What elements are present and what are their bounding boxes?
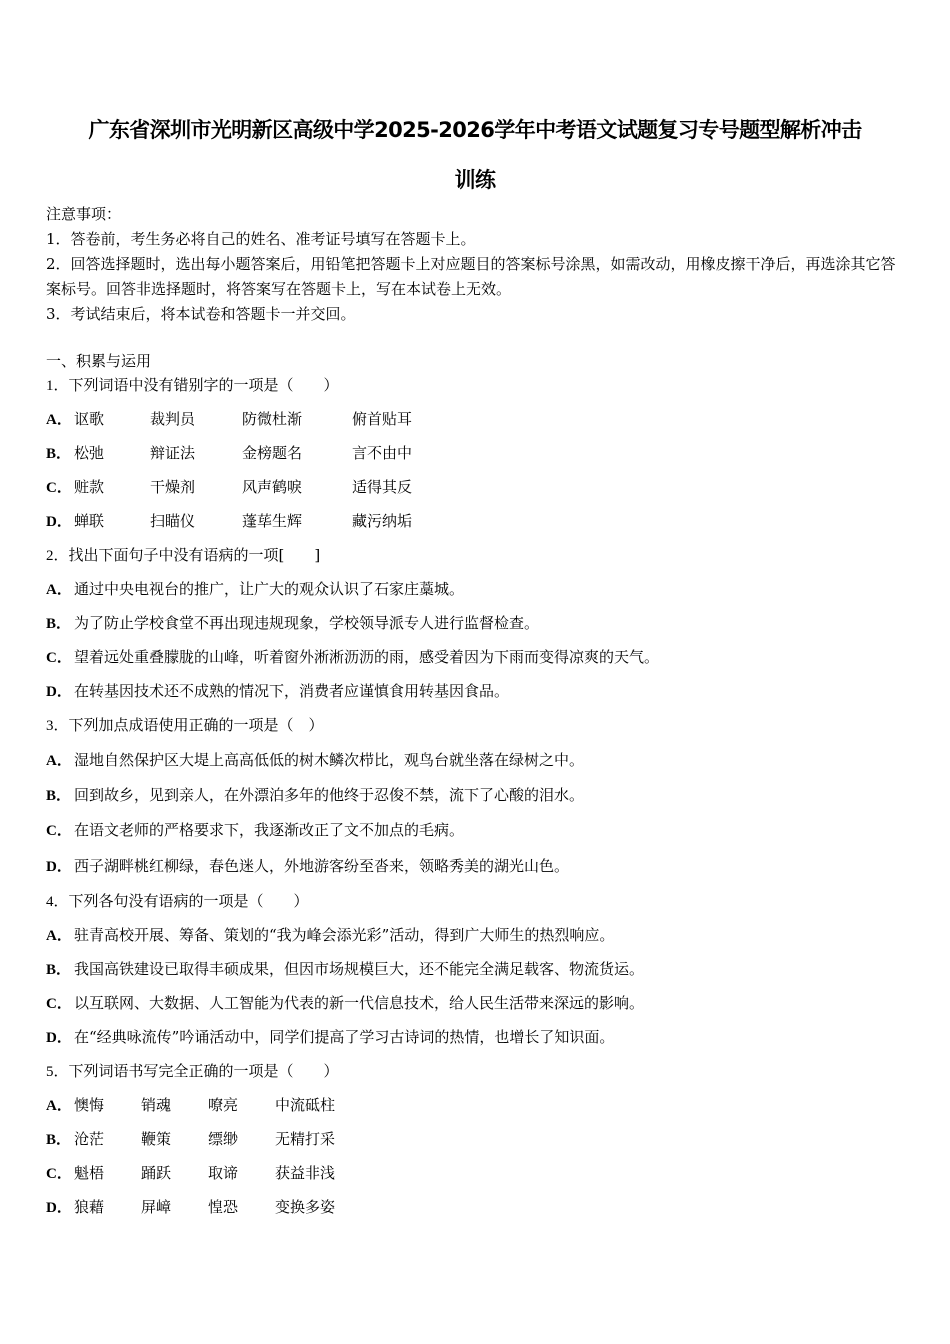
question-text: 下列加点成语使用正确的一项是（ ） bbox=[68, 716, 324, 734]
option-row bbox=[46, 856, 569, 877]
option-word: 蓬荜生辉 bbox=[242, 512, 303, 530]
option-row bbox=[46, 681, 509, 702]
option-word: 赃款 bbox=[74, 478, 105, 496]
option-word: 狼藉 bbox=[74, 1198, 105, 1216]
option-text: 驻青高校开展、筹备、策划的“我为峰会添光彩”活动，得到广大师生的热烈响应。 bbox=[74, 926, 615, 944]
option-word: 取谛 bbox=[208, 1164, 239, 1182]
option-word: 裁判员 bbox=[150, 410, 196, 428]
option-row bbox=[46, 993, 644, 1014]
option-text: 我国高铁建设已取得丰硕成果，但因市场规模巨大，还不能完全满足载客、物流货运。 bbox=[74, 960, 645, 978]
option-word: 防微杜渐 bbox=[242, 410, 303, 428]
option-key: A． bbox=[46, 753, 72, 769]
option-key: C． bbox=[46, 823, 72, 839]
option-row bbox=[46, 579, 464, 600]
option-word: 辩证法 bbox=[150, 444, 196, 462]
option-key: C． bbox=[46, 480, 72, 496]
option-word: 懊悔 bbox=[74, 1096, 105, 1114]
option-row bbox=[46, 925, 614, 946]
option-text: 回到故乡，见到亲人，在外漂泊多年的他终于忍俊不禁，流下了心酸的泪水。 bbox=[74, 786, 585, 804]
option-word: 踊跃 bbox=[141, 1164, 172, 1182]
document-title-line-1: 广东省深圳市光明新区高级中学2025-2026学年中考语文试题复习专号题型解析冲击 bbox=[88, 118, 862, 142]
option-word: 讴歌 bbox=[74, 410, 105, 428]
option-key: C． bbox=[46, 996, 72, 1012]
question-number: 5． bbox=[46, 1064, 69, 1080]
question-text: 下列词语书写完全正确的一项是（ ） bbox=[68, 1062, 339, 1080]
option-text: 在转基因技术还不成熟的情况下，消费者应谨慎食用转基因食品。 bbox=[74, 682, 510, 700]
option-word: 扫瞄仪 bbox=[150, 512, 196, 530]
option-word: 鞭策 bbox=[141, 1130, 172, 1148]
option-word: 俯首贴耳 bbox=[352, 410, 413, 428]
option-word: 蝉联 bbox=[74, 512, 105, 530]
option-text: 西子湖畔桃红柳绿，春色迷人，外地游客纷至沓来，领略秀美的湖光山色。 bbox=[74, 857, 570, 875]
option-row bbox=[46, 750, 584, 771]
option-word: 嘹亮 bbox=[208, 1096, 239, 1114]
option-key: A． bbox=[46, 582, 72, 598]
question-text: 下列各句没有语病的一项是（ ） bbox=[68, 892, 309, 910]
option-key: D． bbox=[46, 1030, 72, 1046]
option-key: A． bbox=[46, 928, 72, 944]
option-key: D． bbox=[46, 514, 72, 530]
option-word: 松弛 bbox=[74, 444, 105, 462]
question-number: 2． bbox=[46, 548, 69, 564]
option-text: 湿地自然保护区大堤上高高低低的树木鳞次栉比，观鸟台就坐落在绿树之中。 bbox=[74, 751, 585, 769]
option-key: B． bbox=[46, 446, 72, 462]
option-key: B． bbox=[46, 1132, 72, 1148]
option-key: B． bbox=[46, 616, 72, 632]
option-key: B． bbox=[46, 962, 72, 978]
option-word: 金榜题名 bbox=[242, 444, 303, 462]
option-key: D． bbox=[46, 1200, 72, 1216]
option-row bbox=[46, 785, 584, 806]
option-text: 望着远处重叠朦胧的山峰，听着窗外淅淅沥沥的雨，感受着因为下雨而变得凉爽的天气。 bbox=[74, 648, 660, 666]
option-row bbox=[46, 1095, 335, 1116]
option-word: 藏污纳垢 bbox=[352, 512, 413, 530]
option-word: 变换多姿 bbox=[275, 1198, 336, 1216]
question-stem-2 bbox=[46, 545, 320, 566]
option-word: 中流砥柱 bbox=[275, 1096, 336, 1114]
option-text: 以互联网、大数据、人工智能为代表的新一代信息技术，给人民生活带来深远的影响。 bbox=[74, 994, 645, 1012]
option-row bbox=[46, 1163, 335, 1184]
option-key: A． bbox=[46, 412, 72, 428]
question-text: 下列词语中没有错别字的一项是（ ） bbox=[68, 376, 339, 394]
question-stem-1 bbox=[46, 375, 339, 396]
option-word: 缥缈 bbox=[208, 1130, 239, 1148]
option-key: A． bbox=[46, 1098, 72, 1114]
option-text: 为了防止学校食堂不再出现违规现象，学校领导派专人进行监督检查。 bbox=[74, 614, 540, 632]
option-row bbox=[46, 511, 412, 532]
notice-heading: 注意事项： bbox=[46, 205, 122, 223]
option-row bbox=[46, 1129, 335, 1150]
option-word: 风声鹤唳 bbox=[242, 478, 303, 496]
notice-item: 2．回答选择题时，选出每小题答案后，用铅笔把答题卡上对应题目的答案标号涂黑，如需改动，用橡皮擦干净后，再选涂其它答案标号。回答非选择题时，将答案写在答题卡上，写在本试卷上无效。 bbox=[46, 255, 896, 298]
option-text: 通过中央电视台的推广，让广大的观众认识了石家庄藁城。 bbox=[74, 580, 465, 598]
option-word: 干燥剂 bbox=[150, 478, 196, 496]
option-key: C． bbox=[46, 650, 72, 666]
option-word: 言不由中 bbox=[352, 444, 413, 462]
question-number: 3． bbox=[46, 718, 69, 734]
option-row bbox=[46, 820, 464, 841]
option-word: 沧茫 bbox=[74, 1130, 105, 1148]
option-key: C． bbox=[46, 1166, 72, 1182]
option-key: D． bbox=[46, 684, 72, 700]
option-word: 惶恐 bbox=[208, 1198, 239, 1216]
option-row bbox=[46, 647, 659, 668]
option-word: 适得其反 bbox=[352, 478, 413, 496]
option-word: 获益非浅 bbox=[275, 1164, 336, 1182]
option-row bbox=[46, 613, 539, 634]
option-row bbox=[46, 959, 644, 980]
option-row bbox=[46, 443, 412, 464]
option-word: 销魂 bbox=[141, 1096, 172, 1114]
notice-block bbox=[46, 202, 906, 327]
option-word: 无精打采 bbox=[275, 1130, 336, 1148]
question-stem-4 bbox=[46, 891, 309, 912]
option-key: B． bbox=[46, 788, 72, 804]
option-row bbox=[46, 1197, 335, 1218]
question-stem-5 bbox=[46, 1061, 339, 1082]
notice-item: 3．考试结束后，将本试卷和答题卡一并交回。 bbox=[46, 305, 356, 323]
option-word: 屏嶂 bbox=[141, 1198, 172, 1216]
option-word: 魁梧 bbox=[74, 1164, 105, 1182]
option-key: D． bbox=[46, 859, 72, 875]
option-row bbox=[46, 477, 412, 498]
option-text: 在语文老师的严格要求下，我逐渐改正了文不加点的毛病。 bbox=[74, 821, 465, 839]
question-stem-3 bbox=[46, 715, 324, 736]
question-number: 1． bbox=[46, 378, 69, 394]
notice-item: 1．答卷前，考生务必将自己的姓名、准考证号填写在答题卡上。 bbox=[46, 230, 476, 248]
option-row bbox=[46, 1027, 614, 1048]
option-row bbox=[46, 409, 412, 430]
option-text: 在“经典咏流传”吟诵活动中，同学们提高了学习古诗词的热情，也增长了知识面。 bbox=[74, 1028, 615, 1046]
question-number: 4． bbox=[46, 894, 69, 910]
document-title-line-2: 训练 bbox=[454, 168, 496, 192]
question-text: 找出下面句子中没有语病的一项[ ] bbox=[68, 546, 321, 564]
section-heading: 一、积累与运用 bbox=[46, 352, 152, 370]
